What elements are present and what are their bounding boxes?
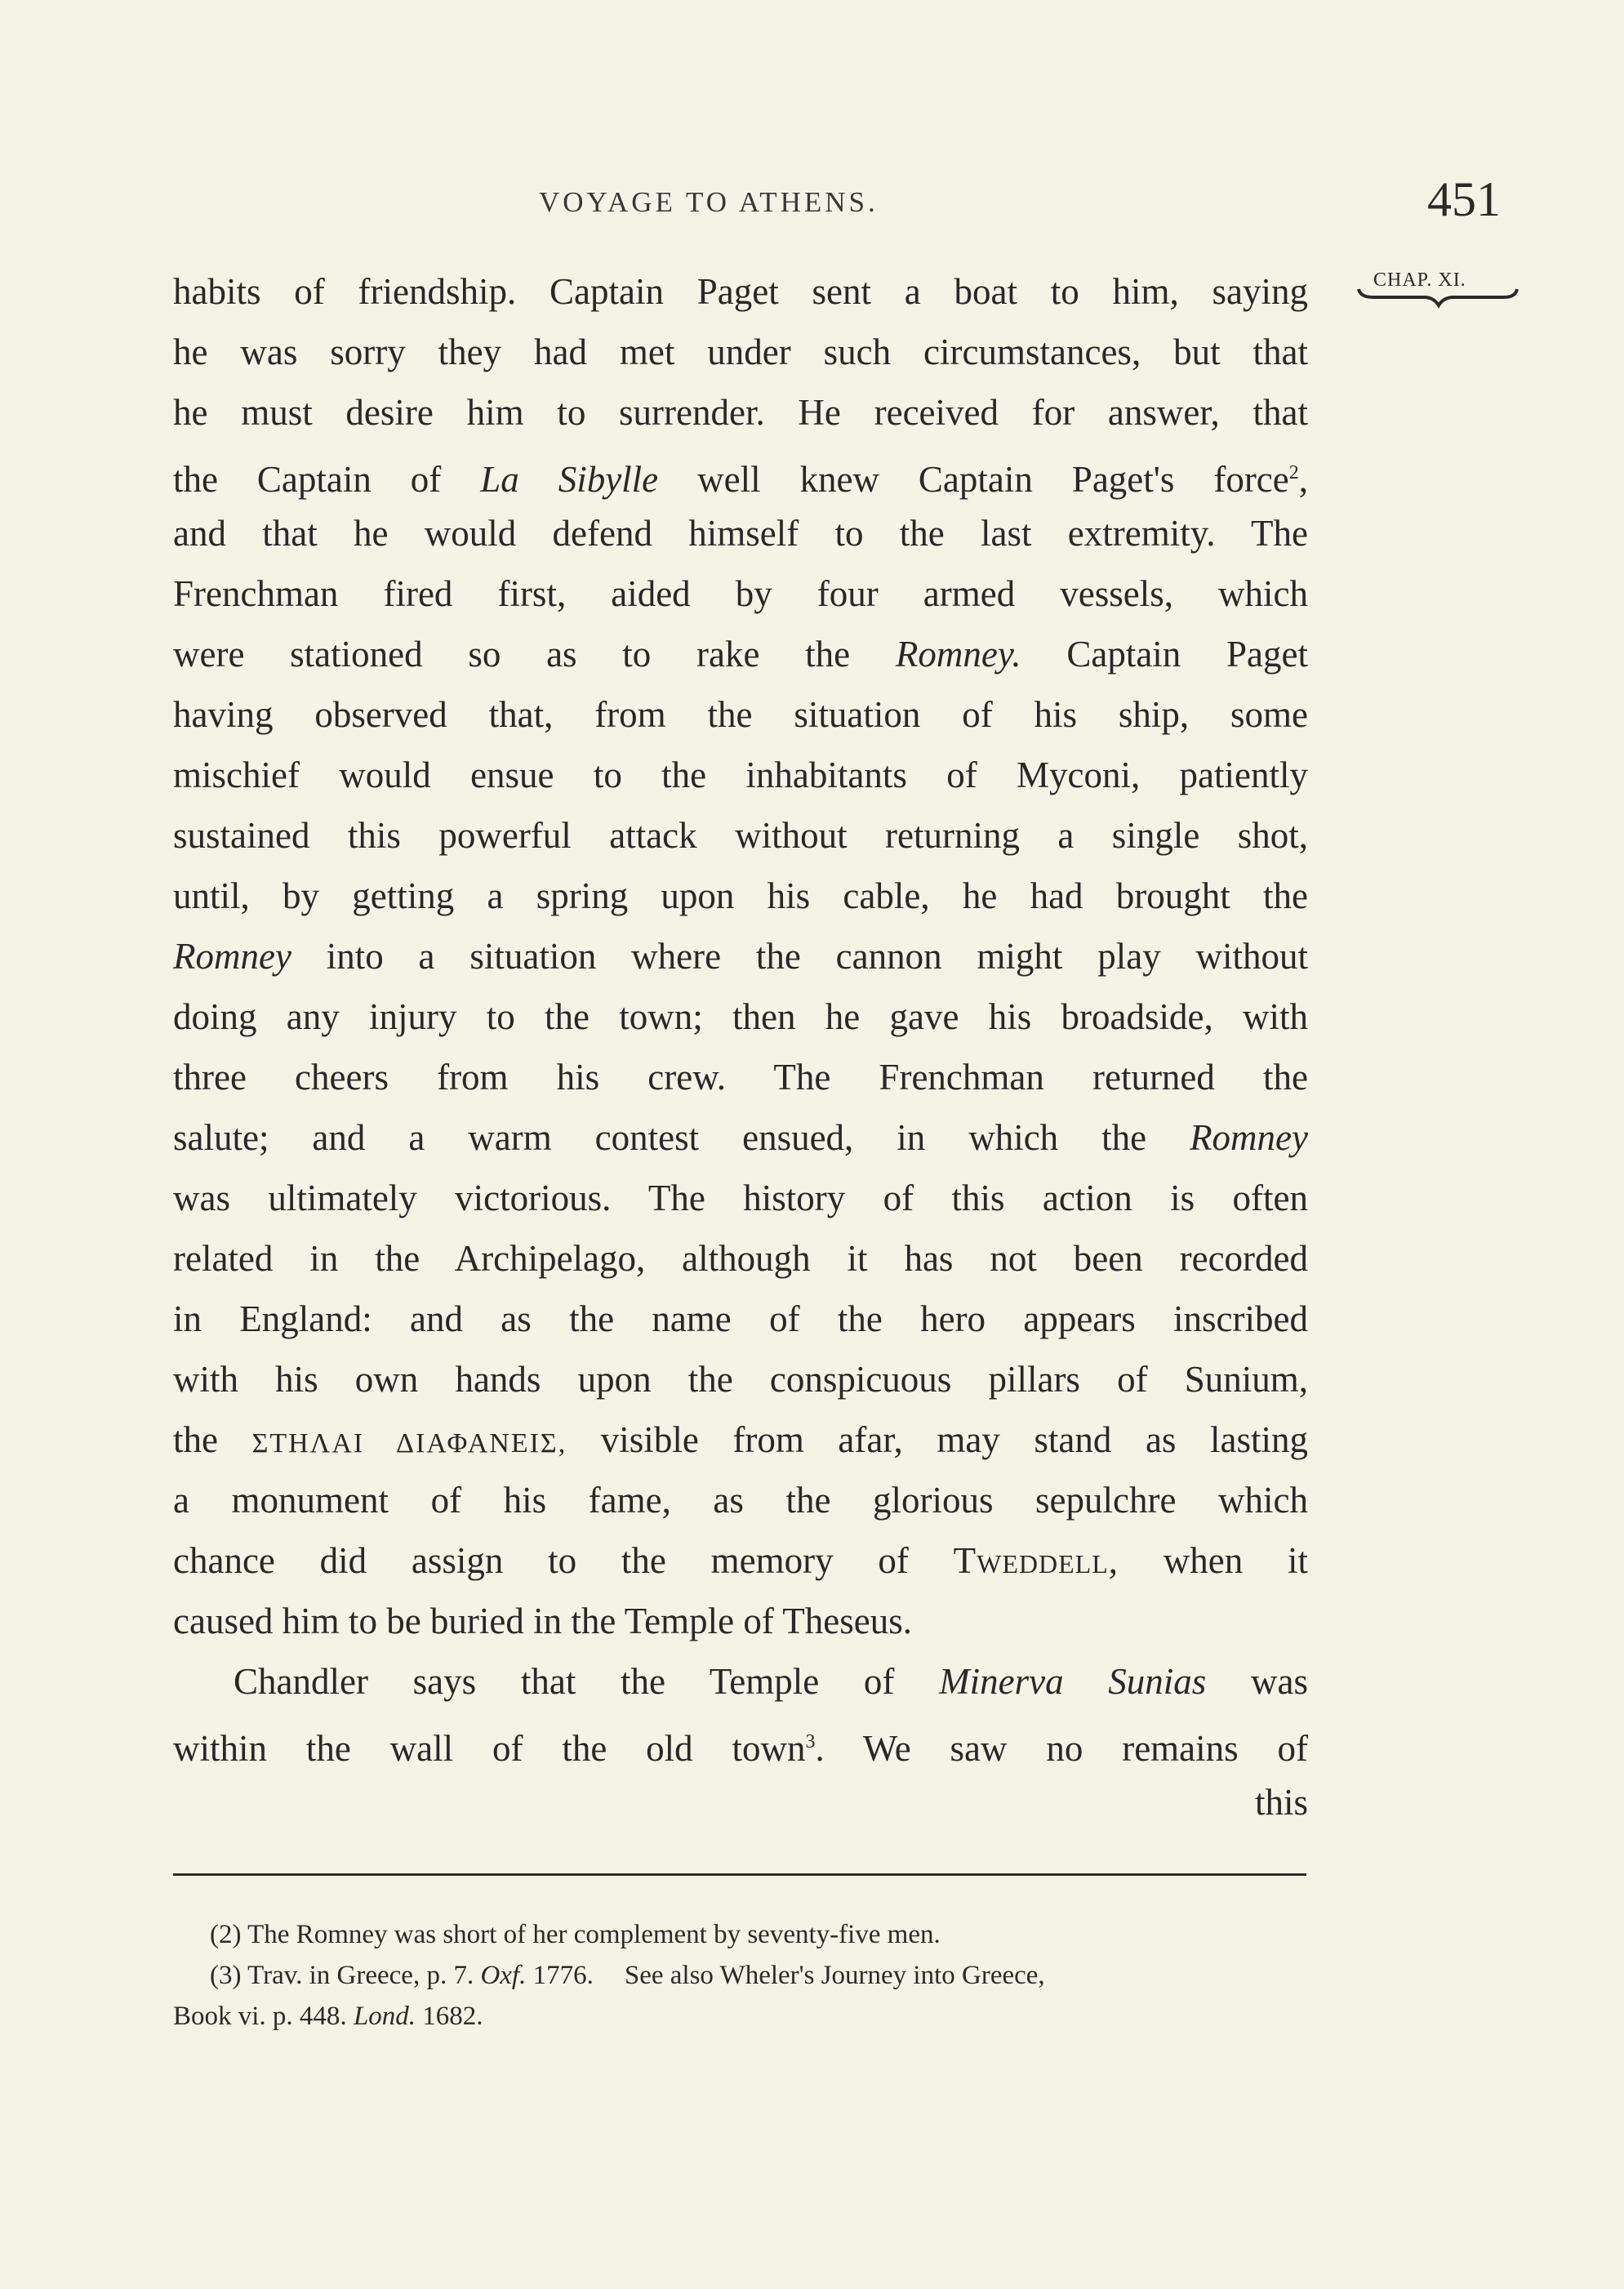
text-line: and that he would defend himself to the last extremity. The [173, 513, 1308, 554]
text-line: he must desire him to surrender. He received for answer, that [173, 392, 1308, 433]
text-line [173, 926, 1308, 986]
text-span: salute; and a warm contest ensued, in which the [173, 1117, 1147, 1158]
ship-name-italic: Romney. [895, 634, 1021, 675]
place-italic: Oxf. [480, 1961, 527, 1990]
chapter-marker [1355, 269, 1519, 318]
ship-name-italic: Romney [1190, 1117, 1308, 1158]
text-line: habits of friendship. Captain Paget sent a boat to him, saying [173, 271, 1308, 312]
name-small-caps: Tweddell, [953, 1540, 1119, 1581]
text-span: Captain Paget [1066, 634, 1309, 675]
text-span: within the wall of the old town [173, 1728, 806, 1769]
text-span: was [1251, 1661, 1309, 1702]
text-span: (3) Trav. in Greece, p. 7. [210, 1961, 474, 1990]
text-span: into a situation where the cannon might play without [326, 936, 1309, 977]
text-line: in England: and as the name of the hero appears inscribed [173, 1298, 1308, 1339]
text-line: until, by getting a spring upon his cable, he had brought the [173, 875, 1308, 916]
footnote-2: (2) The Romney was short of her complement by seventy-five men. [210, 1920, 941, 1949]
footnotes [173, 1914, 1308, 2037]
text-line: Frenchman fired first, aided by four armed vessels, which [173, 573, 1308, 614]
text-line [173, 1409, 1308, 1470]
text-span: chance did assign to the memory of [173, 1540, 909, 1581]
footnote-ref: 2 [1288, 462, 1299, 483]
text-line [173, 1530, 1308, 1591]
text-line: mischief would ensue to the inhabitants of Myconi, patiently [173, 755, 1308, 795]
text-span: Book vi. p. 448. [173, 2002, 347, 2031]
text-span: 1776. [532, 1961, 594, 1990]
text-line: sustained this powerful attack without returning a single shot, [173, 815, 1308, 856]
chapter-label: CHAP. XI. [1373, 269, 1466, 291]
text-span: the Captain of [173, 459, 442, 500]
text-line [173, 1651, 1308, 1712]
text-span: when it [1163, 1540, 1308, 1581]
text-line [173, 1107, 1308, 1168]
text-line: related in the Archipelago, although it has not been recorded [173, 1238, 1308, 1279]
ship-name-italic: La Sibylle [480, 459, 659, 500]
text-line [173, 624, 1308, 684]
text-span: were stationed so as to rake the [173, 634, 851, 675]
text-line: a monument of his fame, as the glorious sepulchre which [173, 1480, 1308, 1521]
text-span: . We saw no remains of [815, 1728, 1309, 1769]
text-line [173, 1712, 1308, 1772]
catchword: this [1254, 1782, 1308, 1823]
text-span: well knew Captain Paget's force [697, 459, 1289, 500]
footnote-ref: 3 [805, 1731, 816, 1752]
text-span: See also Wheler's Journey into Greece, [624, 1961, 1045, 1990]
footnote-3-continued [173, 1996, 1308, 2037]
text-span: visible from afar, may stand as lasting [600, 1419, 1309, 1460]
greek-inscription: ΣΤΗΛΑΙ ΔΙΑΦΑΝΕΙΣ, [251, 1428, 567, 1458]
footnote-rule [173, 1873, 1306, 1876]
running-title: VOYAGE TO ATHENS. [539, 186, 879, 218]
ship-name-italic: Romney [173, 936, 291, 977]
text-span: the [173, 1419, 218, 1460]
main-text [173, 261, 1308, 1833]
text-line: three cheers from his crew. The Frenchman returned the [173, 1057, 1308, 1098]
text-span: 1682. [422, 2002, 483, 2031]
temple-name-italic: Minerva Sunias [939, 1661, 1207, 1702]
text-line [173, 443, 1308, 503]
text-line: caused him to be buried in the Temple of Theseus. [173, 1601, 912, 1641]
page-number: 451 [1427, 172, 1501, 226]
text-line: with his own hands upon the conspicuous pillars of Sunium, [173, 1359, 1308, 1400]
text-line: was ultimately victorious. The history of this action is often [173, 1178, 1308, 1218]
place-italic: Lond. [353, 2002, 416, 2031]
text-span: Chandler says that the Temple of [234, 1661, 895, 1702]
text-span: , [1298, 459, 1308, 500]
text-line: he was sorry they had met under such circumstances, but that [173, 332, 1308, 372]
text-line: doing any injury to the town; then he gave his broadside, with [173, 996, 1308, 1037]
text-line: having observed that, from the situation of his ship, some [173, 694, 1308, 735]
footnote-3 [173, 1955, 1308, 1996]
brace-icon [1355, 286, 1519, 310]
